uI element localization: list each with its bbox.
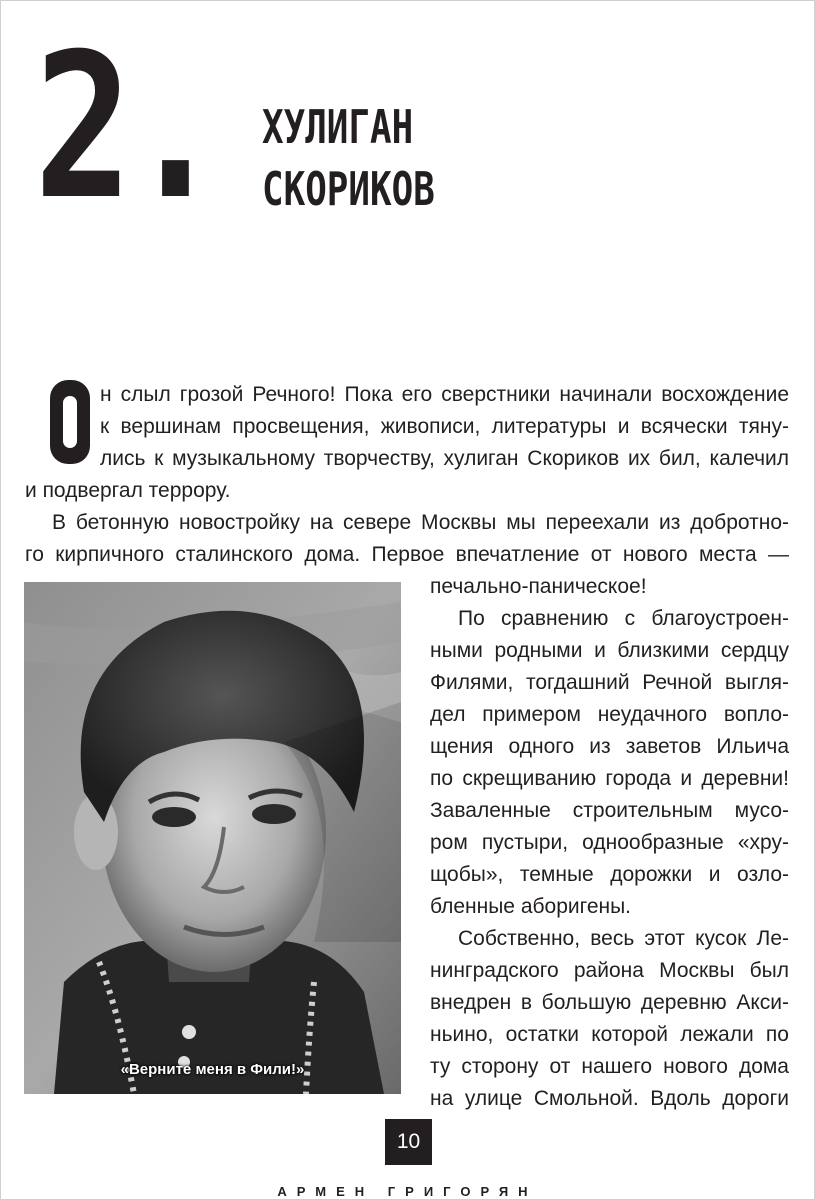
chapter-number: 2. [34, 11, 219, 244]
paragraph-2-line-3: печально-паническое! [430, 575, 647, 598]
paragraph-3-line-8: ром пустыри, однообразные «хру- [430, 831, 789, 854]
drop-cap-letter [50, 380, 51, 381]
portrait-illustration [24, 582, 401, 1094]
paragraph-4-line-2: нинградского района Москвы был [430, 959, 789, 982]
paragraph-4-line-3: внедрен в большую деревню Акси- [430, 991, 789, 1014]
paragraph-3-line-7: Заваленные строительным мусо- [430, 799, 789, 822]
drop-cap [50, 380, 90, 464]
paragraph-4-line-4: ньино, остатки которой лежали по [430, 1023, 789, 1046]
paragraph-1-line-4: и подвергал террору. [25, 479, 231, 502]
paragraph-3-line-2: ными родными и близкими сердцу [430, 639, 789, 662]
author-name: АРМЕН ГРИГОРЯН [277, 1184, 538, 1199]
page-number: 10 [385, 1119, 432, 1165]
paragraph-3-line-5: щения одного из заветов Ильича [430, 735, 789, 758]
paragraph-4-line-1: Собственно, весь этот кусок Ле- [458, 927, 789, 950]
paragraph-1-line-3: лись к музыкальному творчеству, хулиган Скориков их бил, калечил [100, 447, 789, 470]
paragraph-1-line-2: к вершинам просвещения, живописи, литературы и всячески тяну- [100, 415, 789, 438]
paragraph-1-line-1: н слыл грозой Речного! Пока его сверстники начинали восхождение [100, 383, 789, 406]
paragraph-4-line-5: ту сторону от нашего нового дома [430, 1055, 789, 1078]
paragraph-3-line-1: По сравнению с благоустроен- [458, 607, 789, 630]
boy-portrait-photo [24, 582, 401, 1094]
paragraph-3-line-9: щобы», темные дорожки и озло- [430, 863, 789, 886]
paragraph-2-line-1: В бетонную новостройку на севере Москвы мы переехали из добротно- [52, 511, 789, 534]
photo-caption: «Верните меня в Фили!» [120, 1061, 305, 1078]
paragraph-3-line-10: бленные аборигены. [430, 895, 632, 918]
chapter-title-line-2: СКОРИКОВ [262, 162, 435, 216]
chapter-title [262, 96, 435, 220]
paragraph-3-line-6: по скрещиванию города и деревни! [430, 767, 789, 790]
paragraph-3-line-4: дел примером неудачного вопло- [430, 703, 789, 726]
chapter-title-line-1: ХУЛИГАН [262, 100, 414, 154]
paragraph-3-line-3: Филями, тогдашний Речной выгля- [430, 671, 789, 694]
paragraph-4-line-6: на улице Смольной. Вдоль дороги [430, 1087, 789, 1110]
paragraph-2-line-2: го кирпичного сталинского дома. Первое впечатление от нового места — [25, 543, 789, 566]
